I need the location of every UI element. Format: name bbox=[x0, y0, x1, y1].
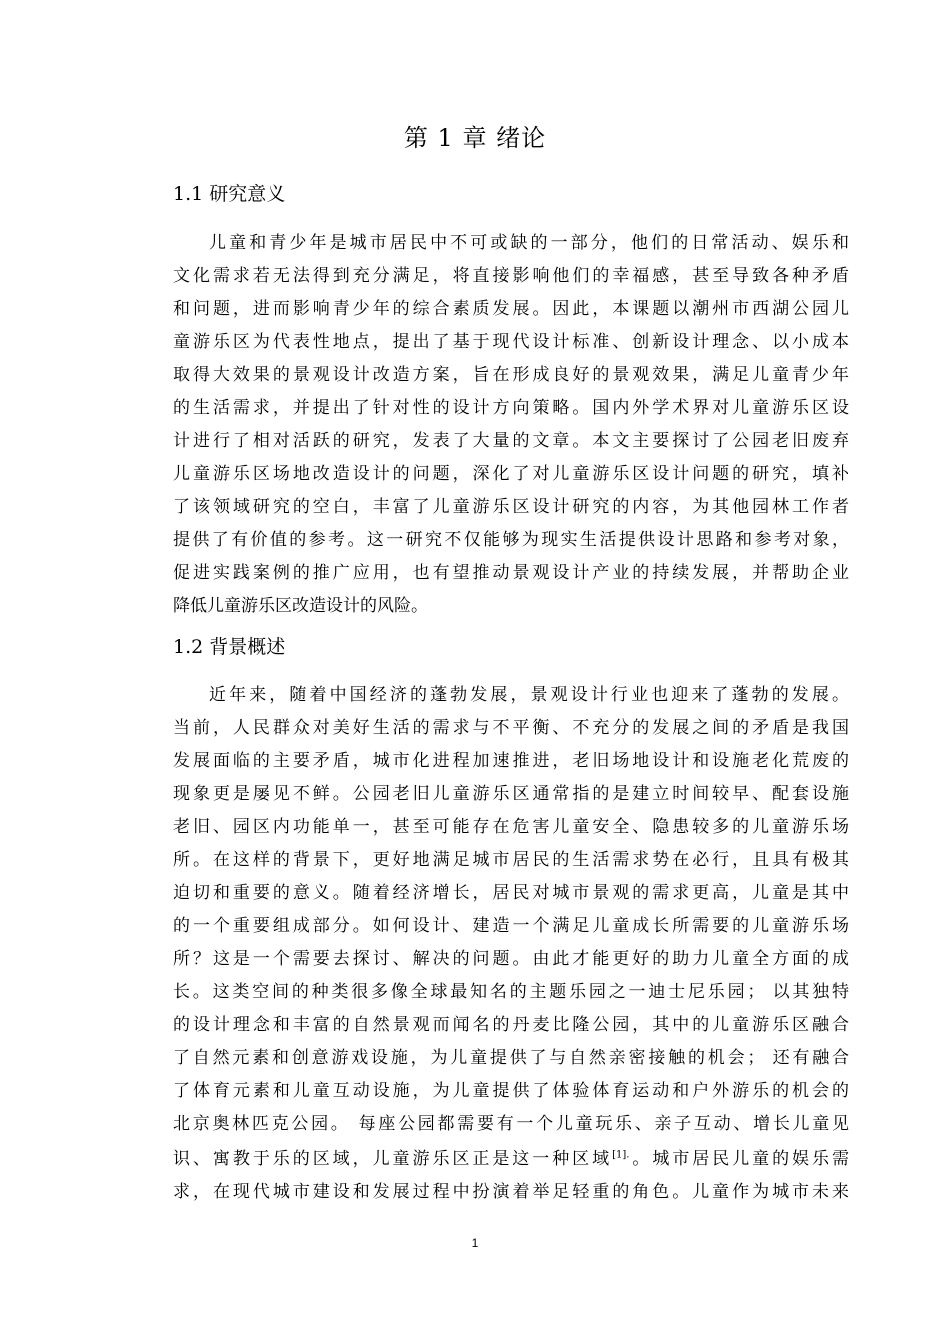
paragraph-line: 北京奥林匹克公园。 每座公园都需要有一个儿童玩乐、亲子互动、增长儿童见 bbox=[173, 1114, 849, 1134]
paragraph-line: 了自然元素和创意游戏设施，为儿童提供了与自然亲密接触的机会； 还有融合 bbox=[173, 1048, 849, 1068]
paragraph-line: 老旧、园区内功能单一，甚至可能存在危害儿童安全、隐患较多的儿童游乐场 bbox=[173, 817, 849, 837]
paragraph-line: 降低儿童游乐区改造设计的风险。 bbox=[173, 596, 428, 616]
line-text: 。城市居民儿童的娱乐需 bbox=[629, 1149, 850, 1169]
paragraph-line: 发展面临的主要矛盾，城市化进程加速推进，老旧场地设计和设施老化荒废的 bbox=[173, 751, 849, 771]
section-heading-1-1: 1.1 研究意义 bbox=[173, 183, 286, 205]
paragraph-line: 取得大效果的景观设计改造方案，旨在形成良好的景观效果，满足儿童青少年 bbox=[173, 365, 849, 385]
line-text: 识、寓教于乐的区域，儿童游乐区正是这一种区域 bbox=[173, 1149, 613, 1169]
paragraph-line: 近年来，随着中国经济的蓬勃发展，景观设计行业也迎来了蓬勃的发展。 bbox=[209, 685, 849, 705]
page-number: 1 bbox=[471, 1236, 479, 1250]
paragraph-research-significance bbox=[173, 227, 849, 623]
paragraph-line: 文化需求若无法得到充分满足，将直接影响他们的幸福感，甚至导致各种矛盾 bbox=[173, 266, 849, 286]
paragraph-line: 的生活需求，并提出了针对性的设计方向策略。国内外学术界对儿童游乐区设 bbox=[173, 398, 849, 418]
paragraph-line: 所？这是一个需要去探讨、解决的问题。由此才能更好的助力儿童全方面的成 bbox=[173, 949, 849, 969]
paragraph-line: 长。这类空间的种类很多像全球最知名的主题乐园之一迪士尼乐园； 以其独特 bbox=[173, 982, 849, 1002]
chapter-title: 第 1 章 绪论 bbox=[403, 124, 547, 152]
paragraph-line: 和问题，进而影响青少年的综合素质发展。因此，本课题以潮州市西湖公园儿 bbox=[173, 299, 849, 319]
paragraph-line: 求，在现代城市建设和发展过程中扮演着举足轻重的角色。儿童作为城市未来 bbox=[173, 1182, 849, 1202]
paragraph-line: 的一个重要组成部分。如何设计、建造一个满足儿童成长所需要的儿童游乐场 bbox=[173, 916, 849, 936]
paragraph-line: 所。在这样的背景下，更好地满足城市居民的生活需求势在必行，且具有极其 bbox=[173, 850, 849, 870]
paragraph-line: 的设计理念和丰富的自然景观而闻名的丹麦比隆公园，其中的儿童游乐区融合 bbox=[173, 1015, 849, 1035]
paragraph-line: 儿童和青少年是城市居民中不可或缺的一部分，他们的日常活动、娱乐和 bbox=[209, 233, 849, 253]
paragraph-line: 童游乐区为代表性地点，提出了基于现代设计标准、创新设计理念、以小成本 bbox=[173, 332, 849, 352]
paragraph-line: 提供了有价值的参考。这一研究不仅能够为现实生活提供设计思路和参考对象， bbox=[173, 530, 849, 550]
paragraph-line: 促进实践案例的推广应用，也有望推动景观设计产业的持续发展，并帮助企业 bbox=[173, 563, 849, 583]
citation-ref[interactable]: [1]. bbox=[612, 1149, 630, 1161]
paragraph-line: 儿童游乐区场地改造设计的问题，深化了对儿童游乐区设计问题的研究，填补 bbox=[173, 464, 849, 484]
paragraph-line: 当前，人民群众对美好生活的需求与不平衡、不充分的发展之间的矛盾是我国 bbox=[173, 718, 849, 738]
paragraph-line: 计进行了相对活跃的研究，发表了大量的文章。本文主要探讨了公园老旧废弃 bbox=[173, 431, 849, 451]
paragraph-line: 了该领域研究的空白，丰富了儿童游乐区设计研究的内容，为其他园林工作者 bbox=[173, 497, 849, 517]
section-heading-1-2: 1.2 背景概述 bbox=[173, 636, 286, 658]
paragraph-background bbox=[173, 679, 849, 1209]
paragraph-line bbox=[173, 1141, 849, 1176]
paragraph-line: 现象更是屡见不鲜。公园老旧儿童游乐区通常指的是建立时间较早、配套设施 bbox=[173, 784, 849, 804]
paragraph-line: 迫切和重要的意义。随着经济增长，居民对城市景观的需求更高，儿童是其中 bbox=[173, 883, 849, 903]
paragraph-line: 了体育元素和儿童互动设施，为儿童提供了体验体育运动和户外游乐的机会的 bbox=[173, 1081, 849, 1101]
